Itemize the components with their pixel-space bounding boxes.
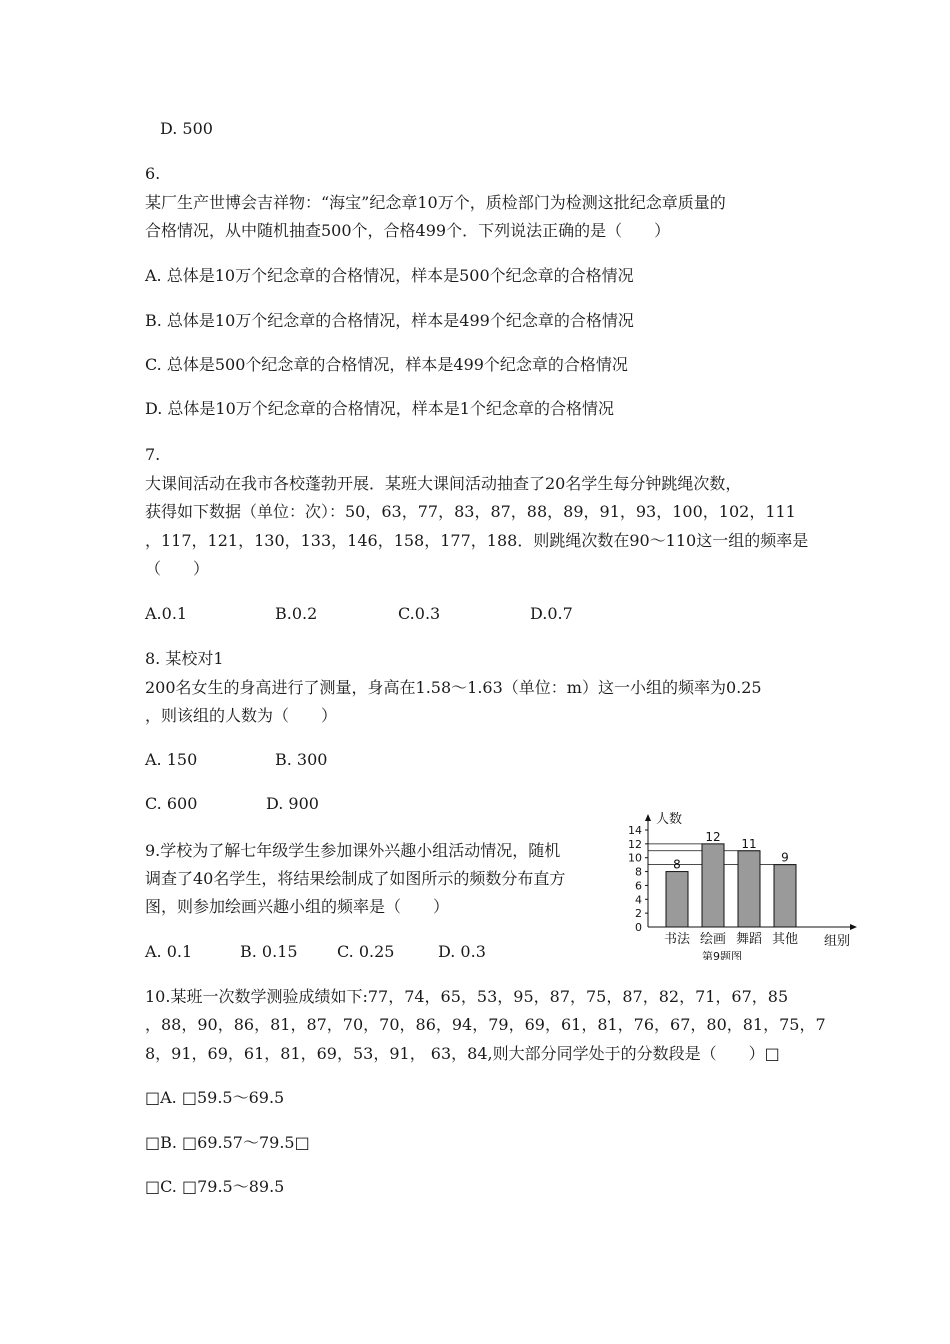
chart-y-axis-arrow xyxy=(645,814,651,821)
chart-y-tick-label: 14 xyxy=(628,824,642,837)
chart-y-tick-label: 10 xyxy=(628,851,642,865)
q9-stem-line-3: 图，则参加绘画兴趣小组的频率是（ ） xyxy=(145,897,450,916)
q10-option-c: □C. □79.5～89.5 xyxy=(145,1177,285,1196)
q7-option-b: B.0.2 xyxy=(275,604,318,623)
q6-option-a: A. 总体是10万个纪念章的合格情况，样本是500个纪念章的合格情况 xyxy=(145,266,634,285)
q9-option-a: A. 0.1 xyxy=(145,942,193,961)
chart-caption: 第9题图 xyxy=(702,950,742,960)
chart-category-label: 其他 xyxy=(771,932,799,947)
q9-option-c: C. 0.25 xyxy=(337,942,395,961)
q10-option-a: □A. □59.5～69.5 xyxy=(145,1088,285,1107)
chart-category-label: 舞蹈 xyxy=(735,932,763,947)
q9-stem-line-2: 调查了40名学生，将结果绘制成了如图所示的频数分布直方 xyxy=(145,869,566,888)
chart-bar-value-label: 8 xyxy=(673,857,681,872)
q7-stem-line-3: ，117，121，130，133，146，158，177，188．则跳绳次数在90～110这一组的频率是 xyxy=(145,531,809,550)
q8-option-c: C. 600 xyxy=(145,794,198,813)
chart-bar-4 xyxy=(774,865,796,927)
chart-bar-1 xyxy=(666,872,688,927)
q7-stem-line-4: （ ） xyxy=(145,559,210,578)
q7-option-d: D.0.7 xyxy=(530,604,573,623)
chart-bar-value-label: 11 xyxy=(741,836,757,851)
chart-y-tick-label: 2 xyxy=(635,907,642,921)
chart-y-tick-label: 0 xyxy=(635,921,642,934)
q10-stem-line-1: 10.某班一次数学测验成绩如下:77，74，65，53，95，87，75，87，82，71，67，85 xyxy=(145,987,789,1006)
q6-option-d: D. 总体是10万个纪念章的合格情况，样本是1个纪念章的合格情况 xyxy=(145,399,614,418)
q7-option-a: A.0.1 xyxy=(145,604,188,623)
chart-category-label: 书法 xyxy=(663,932,691,947)
chart-bar-3 xyxy=(738,851,760,927)
q9-option-b: B. 0.15 xyxy=(240,942,298,961)
chart-y-tick-label: 6 xyxy=(635,879,642,893)
q8-stem-line-3: ，则该组的人数为（ ） xyxy=(145,706,338,725)
q8-stem-line-1: 8. 某校对1 xyxy=(145,649,224,668)
q6-stem-line-2: 合格情况，从中随机抽查500个，合格499个．下列说法正确的是（ ） xyxy=(145,221,671,240)
q10-stem-line-3: 8，91，69，61，81，69，53，91， 63，84,则大部分同学处于的分数段是（ ）□ xyxy=(145,1044,780,1063)
chart-bar-value-label: 9 xyxy=(781,850,789,865)
q7-number: 7. xyxy=(145,445,161,464)
q8-option-d: D. 900 xyxy=(266,794,319,813)
chart-bar-value-label: 12 xyxy=(705,829,721,844)
chart-y-tick-label: 4 xyxy=(635,893,642,907)
q8-stem-line-2: 200名女生的身高进行了测量，身高在1.58～1.63（单位：m）这一小组的频率为0.25 xyxy=(145,678,762,697)
q7-stem-line-2: 获得如下数据（单位：次）：50，63，77，83，87，88，89，91，93，100，102，111 xyxy=(145,502,796,521)
chart-category-label: 绘画 xyxy=(699,932,727,947)
q8-option-a: A. 150 xyxy=(145,750,198,769)
chart-x-axis-arrow xyxy=(850,924,857,930)
chart-y-tick-label: 8 xyxy=(635,865,642,879)
q9-stem-line-1: 9.学校为了解七年级学生参加课外兴趣小组活动情况，随机 xyxy=(145,841,561,860)
q7-option-c: C.0.3 xyxy=(398,604,441,623)
q6-number: 6. xyxy=(145,164,161,183)
q7-stem-line-1: 大课间活动在我市各校蓬勃开展．某班大课间活动抽查了20名学生每分钟跳绳次数， xyxy=(145,474,742,493)
chart-x-axis-label: 组别 xyxy=(824,934,851,949)
chart-bar-2 xyxy=(702,844,724,927)
q5-option-d: D. 500 xyxy=(160,119,213,138)
q6-stem-line-1: 某厂生产世博会吉祥物：“海宝”纪念章10万个，质检部门为检测这批纪念章质量的 xyxy=(145,193,726,212)
q9-bar-chart xyxy=(618,810,863,960)
q8-option-b: B. 300 xyxy=(275,750,328,769)
q10-stem-line-2: ，88，90，86，81，87，70，70，86，94，79，69，61，81，76，67，80，81，75，7 xyxy=(145,1015,826,1034)
chart-y-tick-label: 12 xyxy=(628,837,642,851)
q6-option-b: B. 总体是10万个纪念章的合格情况，样本是499个纪念章的合格情况 xyxy=(145,311,634,330)
chart-y-axis-label: 人数 xyxy=(656,812,683,827)
q10-option-b: □B. □69.57～79.5□ xyxy=(145,1133,310,1152)
q9-option-d: D. 0.3 xyxy=(438,942,486,961)
q6-option-c: C. 总体是500个纪念章的合格情况，样本是499个纪念章的合格情况 xyxy=(145,355,628,374)
